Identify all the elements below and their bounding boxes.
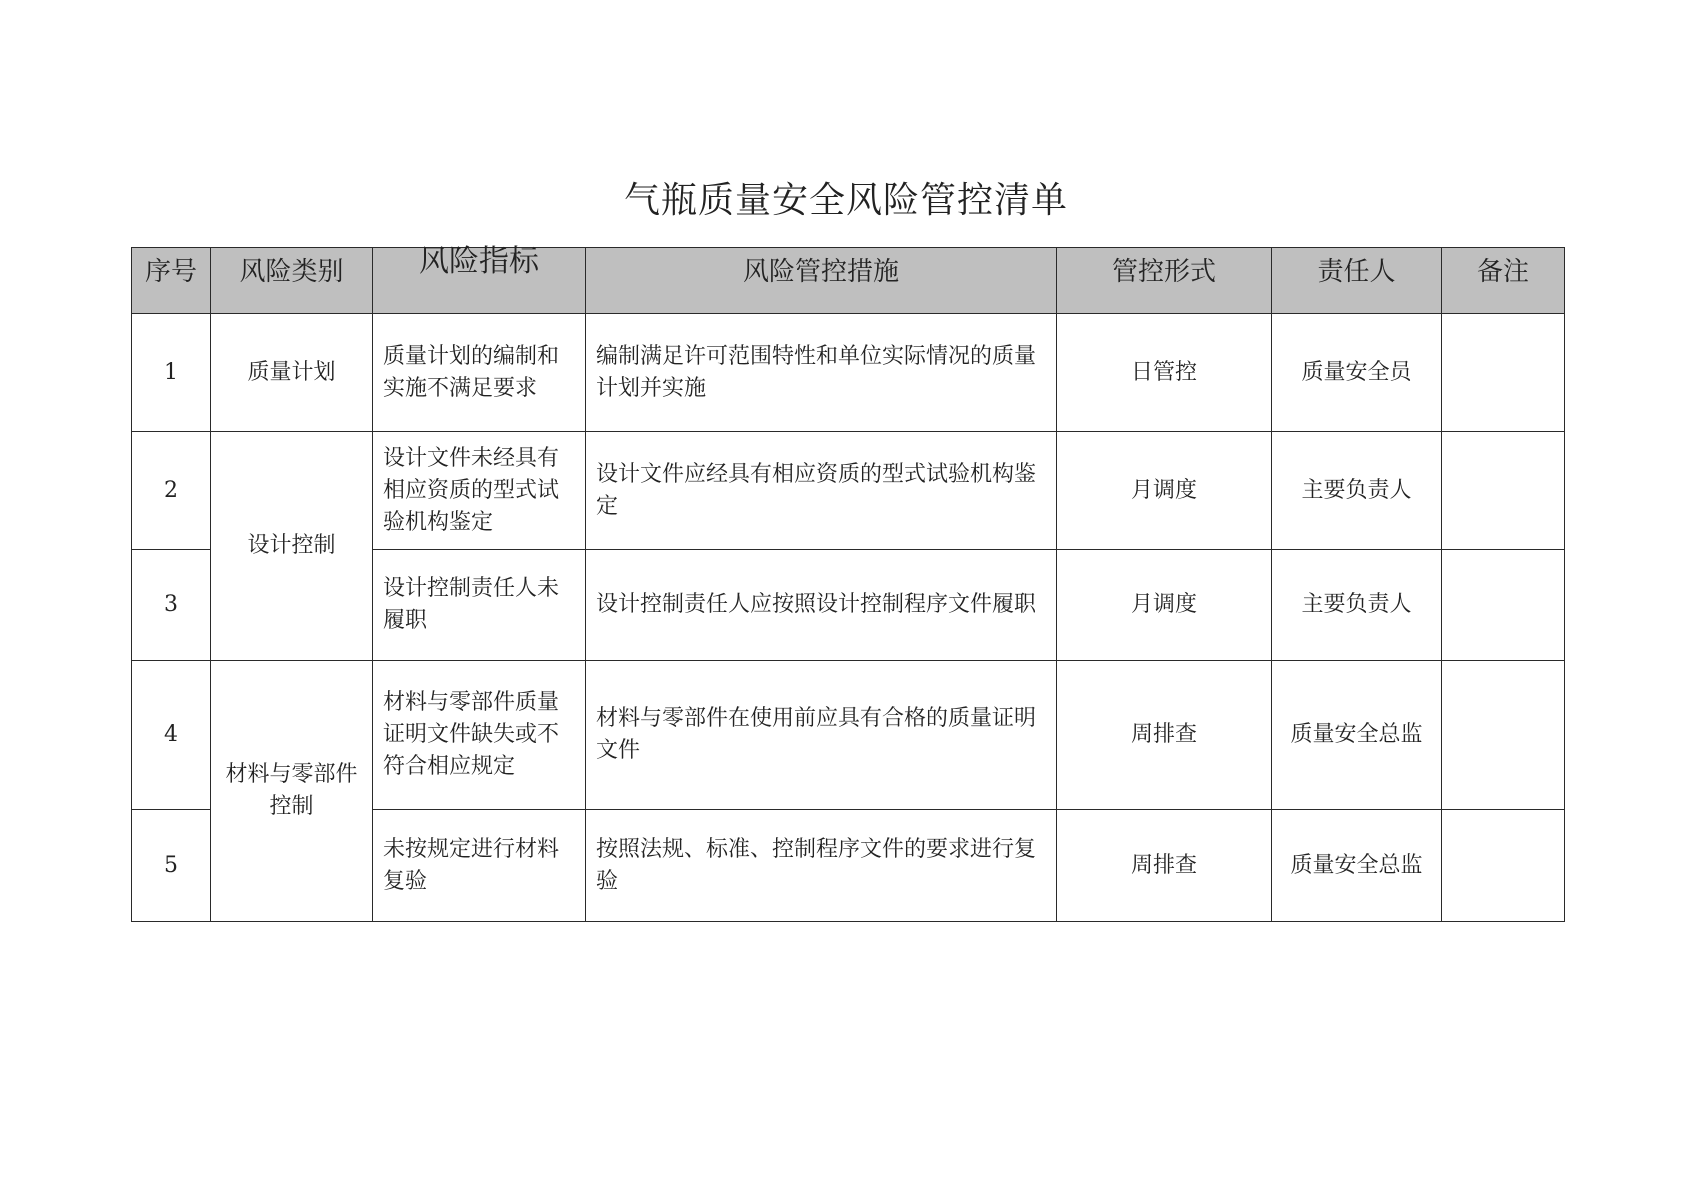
responsible-person: 质量安全总监 bbox=[1272, 810, 1442, 922]
note-cell bbox=[1442, 810, 1565, 922]
row-number: 1 bbox=[132, 314, 211, 432]
control-form: 日管控 bbox=[1057, 314, 1272, 432]
risk-indicator: 材料与零部件质量证明文件缺失或不符合相应规定 bbox=[373, 661, 586, 810]
row-number: 4 bbox=[132, 661, 211, 810]
control-measure: 设计控制责任人应按照设计控制程序文件履职 bbox=[586, 550, 1057, 661]
note-cell bbox=[1442, 314, 1565, 432]
control-measure: 编制满足许可范围特性和单位实际情况的质量计划并实施 bbox=[586, 314, 1057, 432]
control-form: 月调度 bbox=[1057, 432, 1272, 550]
control-measure: 按照法规、标准、控制程序文件的要求进行复验 bbox=[586, 810, 1057, 922]
row-number: 2 bbox=[132, 432, 211, 550]
note-cell bbox=[1442, 550, 1565, 661]
table-row bbox=[132, 314, 1565, 432]
header-no: 序号 bbox=[132, 248, 211, 314]
risk-indicator: 设计文件未经具有相应资质的型式试验机构鉴定 bbox=[373, 432, 586, 550]
responsible-person: 主要负责人 bbox=[1272, 432, 1442, 550]
control-measure: 材料与零部件在使用前应具有合格的质量证明文件 bbox=[586, 661, 1057, 810]
responsible-person: 主要负责人 bbox=[1272, 550, 1442, 661]
control-form: 周排查 bbox=[1057, 661, 1272, 810]
risk-indicator: 未按规定进行材料复验 bbox=[373, 810, 586, 922]
row-number: 5 bbox=[132, 810, 211, 922]
header-note: 备注 bbox=[1442, 248, 1565, 314]
control-form: 周排查 bbox=[1057, 810, 1272, 922]
risk-indicator: 设计控制责任人未履职 bbox=[373, 550, 586, 661]
header-row bbox=[132, 248, 1565, 314]
header-measures: 风险管控措施 bbox=[586, 248, 1057, 314]
header-indicator: 风险指标 bbox=[373, 248, 586, 314]
risk-category: 材料与零部件控制 bbox=[211, 661, 373, 922]
responsible-person: 质量安全总监 bbox=[1272, 661, 1442, 810]
table-row bbox=[132, 661, 1565, 810]
risk-indicator: 质量计划的编制和实施不满足要求 bbox=[373, 314, 586, 432]
document-title: 气瓶质量安全风险管控清单 bbox=[623, 180, 1068, 221]
note-cell bbox=[1442, 661, 1565, 810]
responsible-person: 质量安全员 bbox=[1272, 314, 1442, 432]
row-number: 3 bbox=[132, 550, 211, 661]
control-measure: 设计文件应经具有相应资质的型式试验机构鉴定 bbox=[586, 432, 1057, 550]
control-form: 月调度 bbox=[1057, 550, 1272, 661]
risk-category: 质量计划 bbox=[211, 314, 373, 432]
risk-category: 设计控制 bbox=[211, 432, 373, 661]
table-row bbox=[132, 432, 1565, 550]
note-cell bbox=[1442, 432, 1565, 550]
header-category: 风险类别 bbox=[211, 248, 373, 314]
header-form: 管控形式 bbox=[1057, 248, 1272, 314]
risk-control-table bbox=[131, 244, 1565, 922]
header-responsible: 责任人 bbox=[1272, 248, 1442, 314]
